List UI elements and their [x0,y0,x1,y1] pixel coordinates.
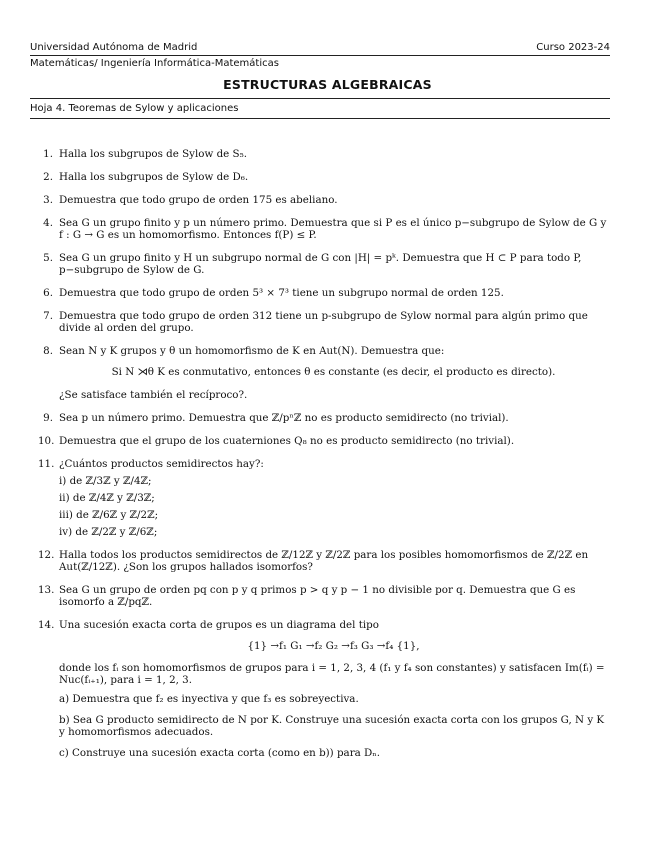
exercise-item [38,252,608,276]
exercise-number: 14. [38,619,55,631]
exercise-item [38,217,608,241]
exercise-item [38,310,608,334]
exercise-text: Halla todos los productos semidirectos de ℤ/12ℤ y ℤ/2ℤ para los posibles homomorfismos de ℤ/2ℤ en Aut(ℤ/12ℤ). ¿Son los grupos hallados isomorfos? [59,549,589,573]
exercise-item [38,287,608,299]
exercise-number: 7. [43,310,53,322]
exercise-text: Demuestra que todo grupo de orden 5³ × 7³ tiene un subgrupo normal de orden 125. [59,287,504,299]
exercise-text: Una sucesión exacta corta de grupos es un diagrama del tipo [59,619,379,631]
exercise-item [38,619,608,759]
exercise-item [38,584,608,608]
exact-sequence-display: {1} →f₁ G₁ →f₂ G₂ →f₃ G₃ →f₄ {1}, [247,640,420,652]
course-year: Curso 2023-24 [536,42,610,53]
exercise-number: 10. [38,435,55,447]
display-statement: Si N ⋊θ K es conmutativo, entonces θ es constante (es decir, el producto es directo). [111,366,556,378]
sub-item: iii) de ℤ/6ℤ y ℤ/2ℤ; [59,509,159,521]
exercise-item [38,148,608,160]
exercise-text: Sea p un número primo. Demuestra que ℤ/pⁿℤ no es producto semidirecto (no trivial). [59,412,509,424]
exercise-item [38,412,608,424]
exercise-text: Sea G un grupo finito y H un subgrupo normal de G con |H| = pᵏ. Demuestra que H ⊂ P para todo P, p−subgrupo de Sylow de G. [59,252,582,276]
sheet-subtitle: Hoja 4. Teoremas de Sylow y aplicaciones [30,103,239,114]
header-rule-top [30,55,610,56]
exercise-list [38,148,608,759]
exercise-number: 12. [38,549,55,561]
exercise-text: Halla los subgrupos de Sylow de S₅. [59,148,247,160]
exercise-number: 11. [38,458,55,470]
exercise-text-continued: donde los fᵢ son homomorfismos de grupos para i = 1, 2, 3, 4 (f₁ y f₄ son constantes) y satisfacen Im(fᵢ) = Nuc(fᵢ₊₁), para i = 1, 2, 3. [59,662,605,686]
sub-item: b) Sea G producto semidirecto de N por K. Construye una sucesión exacta corta con los grupos G, N y K y homomorfismos adecuados. [59,714,605,738]
header-rule-bottom [30,118,610,119]
exercise-number: 1. [43,148,53,160]
sub-item: ii) de ℤ/4ℤ y ℤ/3ℤ; [59,492,155,504]
exercise-item [38,171,608,183]
sub-item: c) Construye una sucesión exacta corta (como en b)) para Dₙ. [59,747,381,759]
exercise-text: Sean N y K grupos y θ un homomorfismo de K en Aut(N). Demuestra que: [59,345,445,357]
page-title: ESTRUCTURAS ALGEBRAICAS [223,77,432,92]
exercise-text: Sea G un grupo de orden pq con p y q primos p > q y p − 1 no divisible por q. Demuestra que G es isomorfo a ℤ/pqℤ. [59,584,576,608]
sub-item: i) de ℤ/3ℤ y ℤ/4ℤ; [59,475,152,487]
exercise-number: 8. [43,345,53,357]
exercise-item [38,458,608,538]
exercise-number: 9. [43,412,53,424]
exercise-item [38,345,608,401]
exercise-text: Demuestra que todo grupo de orden 175 es abeliano. [59,194,338,206]
exercise-text: Halla los subgrupos de Sylow de D₆. [59,171,249,183]
sub-item: a) Demuestra que f₂ es inyectiva y que f₃ es sobreyectiva. [59,693,359,705]
degree-name: Matemáticas/ Ingeniería Informática-Matemáticas [30,58,279,69]
exercise-number: 2. [43,171,53,183]
sub-item: iv) de ℤ/2ℤ y ℤ/6ℤ; [59,526,158,538]
header-rule-middle [30,98,610,99]
exercise-number: 5. [43,252,53,264]
university-name: Universidad Autónoma de Madrid [30,42,198,53]
exercise-question: ¿Se satisface también el recíproco?. [59,389,248,401]
exercise-item [38,194,608,206]
exercise-text: Demuestra que todo grupo de orden 312 tiene un p-subgrupo de Sylow normal para algún primo que divide al orden del grupo. [59,310,588,334]
exercise-number: 3. [43,194,53,206]
exercise-number: 13. [38,584,55,596]
exercise-text: Demuestra que el grupo de los cuaterniones Q₈ no es producto semidirecto (no trivial). [59,435,515,447]
sub-item-list [59,693,608,759]
exercise-number: 6. [43,287,53,299]
exercise-number: 4. [43,217,53,229]
exercise-item [38,435,608,447]
exercise-text: Sea G un grupo finito y p un número primo. Demuestra que si P es el único p−subgrupo de Sylow de G y f : G → G es un homomorfismo. Entonces f(P) ≤ P. [59,217,607,241]
exercise-item [38,549,608,573]
exercise-list-container [38,148,608,770]
exercise-text: ¿Cuántos productos semidirectos hay?: [59,458,264,470]
sub-item-list [59,475,608,538]
